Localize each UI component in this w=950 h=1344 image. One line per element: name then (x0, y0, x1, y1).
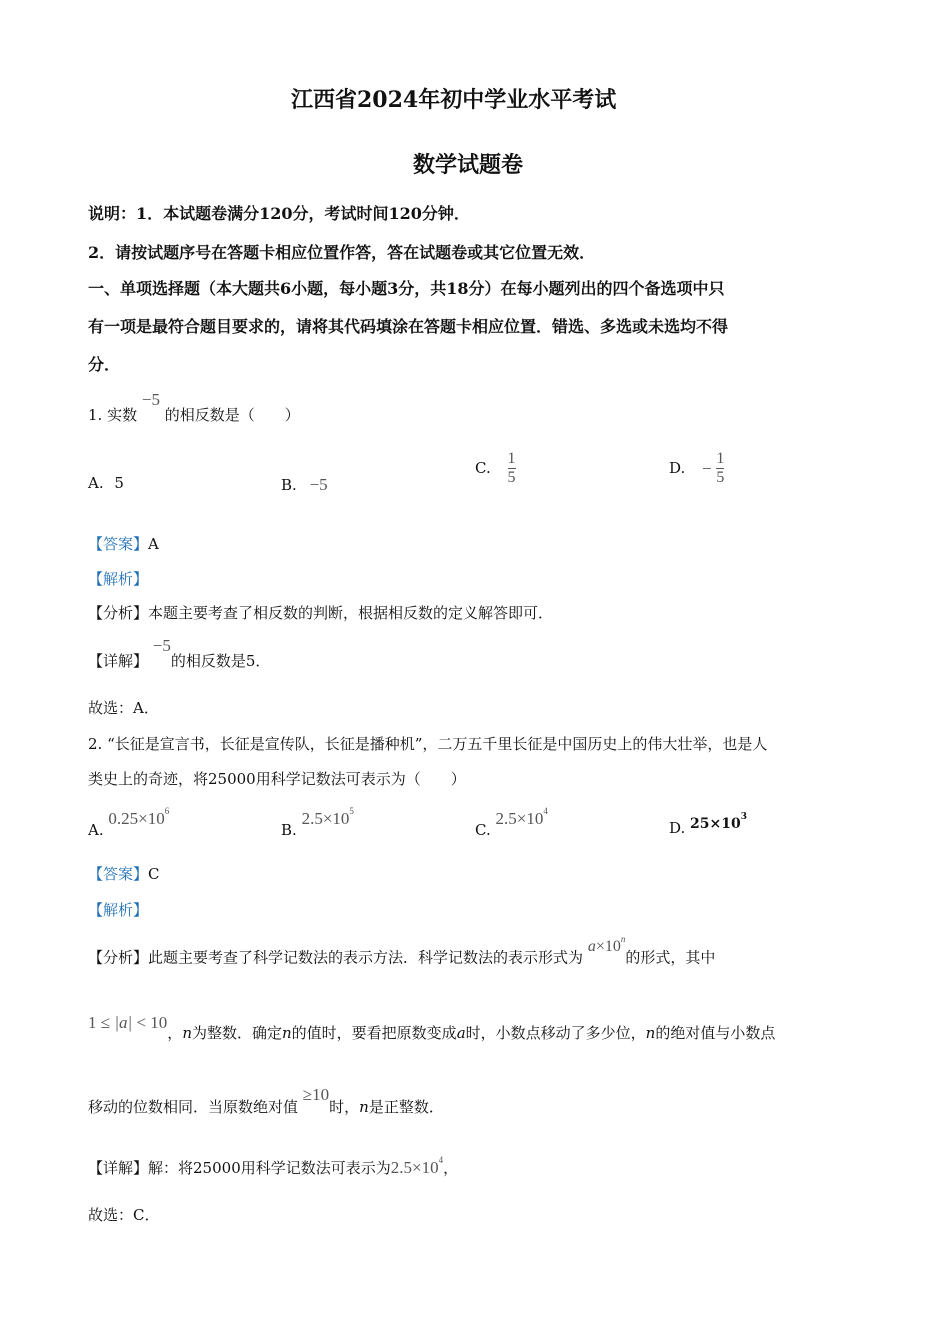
option-label: B. (281, 821, 297, 839)
math-base: 25×10 (690, 816, 741, 832)
q1-conclusion: 故选：A． (88, 699, 159, 717)
q1-stem (88, 390, 300, 424)
math-base: ×10 (595, 938, 621, 956)
fraction (716, 450, 724, 487)
section-header-line-1: 一、单项选择题（本大题共6小题，每小题3分，共18分）在每小题列出的四个备选项中只 (88, 279, 725, 298)
separator: ， (167, 1024, 183, 1042)
q2-stem-line-1: 2. “长征是宣言书，长征是宣传队，长征是播种机”，二万五千里长征是中国历史上的伟大壮举，也是人 (88, 735, 768, 753)
fraction-denominator: 5 (507, 469, 516, 486)
move-math: ≥10 (302, 1085, 330, 1104)
var-n: n (182, 1024, 192, 1042)
option-math (690, 812, 748, 832)
option-math (495, 806, 548, 828)
answer-tag: 【答案】 (88, 865, 149, 883)
option-value: −5 (309, 475, 328, 494)
fenxi-text: 本题主要考查了相反数的判断，根据相反数的定义解答即可． (148, 604, 554, 622)
q2-answer (88, 867, 160, 882)
fraction-numerator: 1 (716, 450, 725, 467)
text-segment: 为整数．确定 (191, 1024, 282, 1042)
math-base: 2.5×10 (390, 1158, 439, 1177)
option-math (301, 806, 354, 828)
q1-fenxi (88, 606, 553, 621)
q1-option-d (669, 450, 724, 487)
q1-analysis-tag: 【解析】 (88, 570, 149, 588)
math-exponent: 4 (543, 806, 548, 817)
math-base: 0.25×10 (108, 809, 165, 828)
option-label: D. (669, 459, 686, 477)
math-left: 1 ≤ (88, 1013, 115, 1032)
fenxi-math (587, 934, 626, 956)
math-exponent: 6 (164, 806, 170, 817)
text-segment: 是正整数． (368, 1098, 444, 1116)
answer-value: C (148, 865, 160, 883)
fenxi-tag: 【分析】 (88, 604, 149, 622)
q2-fenxi (88, 934, 716, 967)
text-segment: 的值时，要看把原数变成 (291, 1024, 457, 1042)
option-label: A. (88, 821, 104, 839)
page-subtitle: 数学试题卷 (413, 152, 524, 178)
xiangjie-math: −5 (152, 636, 171, 655)
instruction-line-2: 2．请按试题序号在答题卡相应位置作答，答在试题卷或其它位置无效． (88, 243, 596, 262)
math-abs: |a| (114, 1013, 133, 1032)
math-exponent: 3 (740, 812, 748, 823)
q1-math: −5 (141, 390, 160, 409)
var-n: n (359, 1098, 369, 1116)
text-segment: 移动的位数相同．当原数绝对值 (88, 1098, 299, 1116)
fraction (508, 450, 516, 487)
q1-answer (88, 537, 159, 552)
var-n: n (282, 1024, 292, 1042)
q2-xiangjie (88, 1155, 459, 1177)
option-label: D. (669, 819, 686, 837)
math-exponent: 4 (438, 1155, 444, 1166)
page-title: 江西省2024年初中学业水平考试 (291, 87, 617, 113)
text-segment: 时， (329, 1098, 360, 1116)
q1-xiangjie (88, 636, 271, 670)
math-exponent: n (620, 934, 626, 944)
option-label: C. (475, 459, 491, 477)
fenxi-tail: 的形式，其中 (625, 948, 716, 967)
xiangjie-tail: ， (443, 1159, 459, 1177)
section-header-line-2: 有一项是最符合题目要求的，请将其代码填涂在答题卡相应位置．错选、多选或未选均不得 (88, 317, 729, 336)
fraction-denominator: 5 (716, 469, 725, 486)
condition-math (88, 1013, 167, 1032)
q1-option-a (88, 476, 124, 491)
text-segment: 的绝对值与小数点 (655, 1024, 776, 1042)
fraction-numerator: 1 (507, 450, 516, 467)
xiangjie-tag: 【详解】 (88, 652, 149, 670)
math-a: a (587, 938, 596, 956)
xiangjie-math (390, 1155, 444, 1177)
q1-suffix: 的相反数是（ ） (164, 406, 300, 424)
q2-condition-line (88, 1013, 776, 1042)
option-label: A. (88, 474, 104, 492)
option-label: C. (475, 821, 491, 839)
q2-conclusion: 故选：C． (88, 1206, 160, 1224)
q1-prefix: 1. 实数 (88, 406, 138, 424)
q2-option-d (669, 812, 748, 837)
q2-move-line (88, 1085, 444, 1116)
var-n: n (645, 1024, 656, 1042)
math-base: 2.5×10 (495, 809, 544, 828)
section-header-line-3: 分． (88, 355, 121, 374)
option-math (108, 806, 170, 828)
math-exponent: 5 (349, 806, 354, 817)
text-segment: 时，小数点移动了多少位， (465, 1024, 646, 1042)
answer-value: A (148, 535, 159, 553)
math-base: 2.5×10 (301, 809, 350, 828)
var-a: a (456, 1024, 466, 1042)
minus-sign: − (702, 459, 712, 478)
xiangjie-tag: 【详解】 (88, 1159, 149, 1177)
fenxi-tag: 【分析】 (88, 948, 149, 967)
q2-analysis-tag: 【解析】 (88, 901, 149, 919)
xiangjie-text: 的相反数是5． (170, 652, 271, 670)
fenxi-text: 此题主要考查了科学记数法的表示方法．科学记数法的表示形式为 (148, 948, 584, 967)
instruction-line-1: 说明：1．本试题卷满分120分，考试时间120分钟． (88, 204, 470, 223)
q1-option-b (281, 476, 328, 493)
q1-option-c (475, 450, 516, 487)
answer-tag: 【答案】 (88, 535, 149, 553)
q2-stem-line-2: 类史上的奇迹，将25000用科学记数法可表示为（ ） (88, 770, 466, 788)
math-right: < 10 (132, 1013, 168, 1032)
xiangjie-text: 解：将25000用科学记数法可表示为 (148, 1159, 391, 1177)
option-label: B. (281, 476, 297, 494)
option-value: 5 (114, 474, 124, 492)
